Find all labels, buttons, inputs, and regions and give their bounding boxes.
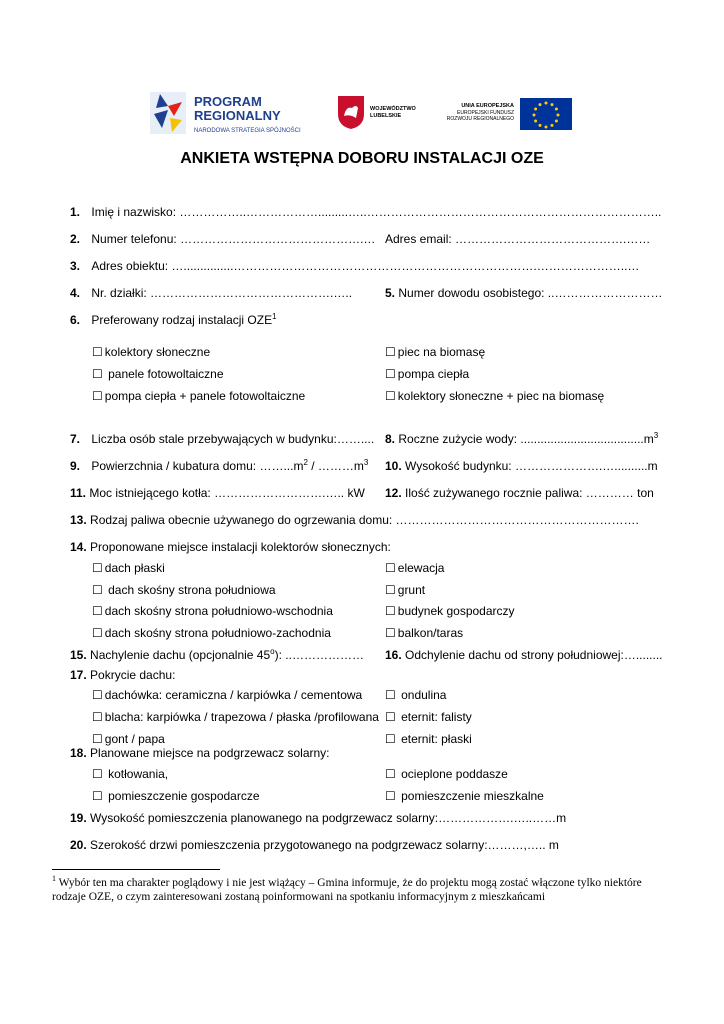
q15-sup: o: [270, 647, 275, 656]
q15-row[interactable]: [70, 648, 364, 662]
option-label: blacha: karpiówka / trapezowa / płaska /profilowana: [104, 710, 379, 724]
checkbox-icon[interactable]: ☐: [385, 367, 396, 381]
checkbox-icon[interactable]: ☐: [385, 789, 396, 803]
option-label: kotłowania,: [104, 767, 169, 781]
q14-option-dach-pd-zachodnia[interactable]: [92, 626, 331, 640]
q17-option-gont[interactable]: [92, 732, 165, 746]
footnote: [52, 876, 672, 904]
q14-option-grunt[interactable]: [385, 583, 425, 597]
q12-text: Ilość zużywanego rocznie paliwa: ………… ton: [405, 486, 654, 500]
q6-option-kolektory-piec[interactable]: [385, 389, 604, 403]
checkbox-icon[interactable]: ☐: [92, 367, 103, 381]
checkbox-icon[interactable]: ☐: [385, 583, 396, 597]
q6-option-kolektory[interactable]: [92, 345, 210, 359]
q17-text: Pokrycie dachu:: [90, 668, 176, 682]
option-label: eternit: falisty: [397, 710, 472, 724]
q18-row: [70, 746, 330, 760]
q10-number: 10.: [385, 459, 402, 473]
q7-text: Liczba osób stale przebywających w budynku:……....: [91, 432, 375, 446]
q8-sup: 3: [653, 431, 659, 440]
option-label: balkon/taras: [397, 626, 464, 640]
q6-number: 6.: [70, 313, 81, 327]
q11-row[interactable]: [70, 486, 365, 500]
option-label: gont / papa: [104, 732, 165, 746]
option-label: dach skośny strona południowa: [104, 583, 276, 597]
q14-option-elewacja[interactable]: [385, 561, 444, 575]
option-label: grunt: [397, 583, 426, 597]
q13-row[interactable]: [70, 513, 639, 527]
q2-email[interactable]: Adres email: …………………………………….……: [385, 232, 651, 246]
q6-option-panele[interactable]: [92, 367, 224, 381]
q4-text: Nr. działki: ……………………………………….…..: [91, 286, 353, 300]
q1-number: 1.: [70, 205, 81, 219]
q14-option-dach-plaski[interactable]: [92, 561, 165, 575]
q20-number: 20.: [70, 838, 87, 852]
q2-row[interactable]: [70, 232, 375, 246]
q14-option-balkon[interactable]: [385, 626, 463, 640]
q8-number: 8.: [385, 432, 396, 446]
option-label: eternit: płaski: [397, 732, 472, 746]
q8-row[interactable]: [385, 432, 658, 446]
option-label: pomieszczenie gospodarcze: [104, 789, 260, 803]
eu-logo: [440, 96, 576, 135]
option-label: kolektory słoneczne: [104, 345, 211, 359]
lubelskie-line2: LUBELSKIE: [370, 113, 402, 119]
q14-text: Proponowane miejsce instalacji kolektorów słonecznych:: [90, 540, 391, 554]
option-label: kolektory słoneczne + piec na biomasę: [397, 389, 605, 403]
q9-sup2: 3: [363, 458, 369, 467]
q1-row[interactable]: [70, 205, 661, 219]
q5-text: Numer dowodu osobistego: ..………………………: [398, 286, 663, 300]
q11-text: Moc istniejącego kotła: ……………………….….. kW: [89, 486, 365, 500]
q17-number: 17.: [70, 668, 87, 682]
q6-option-pompa[interactable]: [385, 367, 469, 381]
checkbox-icon[interactable]: ☐: [92, 345, 103, 359]
q18-number: 18.: [70, 746, 87, 760]
q3-row[interactable]: [70, 259, 639, 273]
q17-option-ondulina[interactable]: [385, 688, 446, 702]
q2-text: Numer telefonu: ……………………………………….…: [91, 232, 376, 246]
q17-option-blacha[interactable]: [92, 710, 379, 724]
program-line3: NARODOWA STRATEGIA SPÓJNOŚCI: [194, 128, 301, 134]
q7-number: 7.: [70, 432, 81, 446]
q3-number: 3.: [70, 259, 81, 273]
checkbox-icon[interactable]: ☐: [92, 604, 103, 618]
footnote-divider: [52, 869, 220, 870]
q15-tail: ): ..………………: [274, 648, 364, 662]
q13-number: 13.: [70, 513, 87, 527]
checkbox-icon[interactable]: ☐: [385, 732, 396, 746]
q1-text: Imię i nazwisko: ……………..……………….........…..………………………………………………………………..: [91, 205, 662, 219]
q12-row[interactable]: [385, 486, 654, 500]
q5-number: 5.: [385, 286, 396, 300]
q9-number: 9.: [70, 459, 81, 473]
option-label: piec na biomasę: [397, 345, 486, 359]
q16-text: Odchylenie dachu od strony południowej:…........: [405, 648, 663, 662]
checkbox-icon[interactable]: ☐: [385, 561, 396, 575]
q18-option-poddasze[interactable]: [385, 767, 508, 781]
footnote-text: Wybór ten ma charakter poglądowy i nie jest wiążący – Gmina informuje, że do projektu mogą zostać włączone tylko niektóre rodzaje OZE, o czym zainteresowani zostaną poinformowani na spotkaniu informacyjnym z mieszkańcami: [52, 877, 642, 903]
eu-line3: ROZWOJU REGIONALNEGO: [446, 116, 514, 122]
eu-line2: EUROPEJSKI FUNDUSZ: [457, 110, 514, 116]
q2-number: 2.: [70, 232, 81, 246]
option-label: pompa ciepła + panele fotowoltaiczne: [104, 389, 306, 403]
option-label: dach skośny strona południowo-zachodnia: [104, 626, 331, 640]
q15-number: 15.: [70, 648, 87, 662]
footnote-number: 1: [52, 874, 56, 884]
program-regionalny-logo: [148, 88, 338, 141]
q6-row: [70, 313, 277, 327]
lubelskie-logo: [334, 94, 424, 133]
option-label: dach skośny strona południowo-wschodnia: [104, 604, 333, 618]
page-title: ANKIETA WSTĘPNA DOBORU INSTALACJI OZE: [180, 150, 544, 167]
q15-text: Nachylenie dachu (opcjonalnie 45: [90, 648, 271, 662]
option-label: pomieszczenie mieszkalne: [397, 789, 544, 803]
checkbox-icon[interactable]: ☐: [92, 626, 103, 640]
option-label: pompa ciepła: [397, 367, 470, 381]
checkbox-icon[interactable]: ☐: [92, 583, 103, 597]
checkbox-icon[interactable]: ☐: [385, 389, 396, 403]
checkbox-icon[interactable]: ☐: [385, 345, 396, 359]
eu-line1: UNIA EUROPEJSKA: [461, 103, 514, 109]
checkbox-icon[interactable]: ☐: [92, 789, 103, 803]
option-label: dach płaski: [104, 561, 165, 575]
q14-option-dach-pd-wschodnia[interactable]: [92, 604, 333, 618]
q6-option-pompa-panele[interactable]: [92, 389, 305, 403]
checkbox-icon[interactable]: ☐: [385, 767, 396, 781]
checkbox-icon[interactable]: ☐: [385, 626, 396, 640]
q9-mid: / ………m: [307, 459, 364, 473]
checkbox-icon[interactable]: ☐: [92, 561, 103, 575]
option-label: ocieplone poddasze: [397, 767, 508, 781]
q12-number: 12.: [385, 486, 402, 500]
q14-number: 14.: [70, 540, 87, 554]
q18-option-mieszkalne[interactable]: [385, 789, 544, 803]
q13-text: Rodzaj paliwa obecnie używanego do ogrzewania domu: …………………………………………………….: [90, 513, 639, 527]
program-line2: REGIONALNY: [194, 108, 281, 123]
option-label: budynek gospodarczy: [397, 604, 515, 618]
q7-row[interactable]: [70, 432, 374, 446]
program-line1: PROGRAM: [194, 94, 262, 109]
q6-option-piec[interactable]: [385, 345, 485, 359]
q6-text: Preferowany rodzaj instalacji OZE: [91, 313, 273, 327]
q19-text: Wysokość pomieszczenia planowanego na podgrzewacz solarny:……………….…..……m: [90, 811, 567, 825]
q14-option-budynek[interactable]: [385, 604, 515, 618]
checkbox-icon[interactable]: ☐: [92, 710, 103, 724]
checkbox-icon[interactable]: ☐: [385, 688, 396, 702]
q17-option-eternit-falisty[interactable]: [385, 710, 472, 724]
q3-text: Adres obiektu: …...............………………………………………………………………….…………………..…: [91, 259, 640, 273]
option-label: dachówka: ceramiczna / karpiówka / cementowa: [104, 688, 363, 702]
q8-text: Roczne zużycie wody: .....................................m: [398, 432, 654, 446]
q10-row[interactable]: [385, 459, 658, 473]
q20-row[interactable]: [70, 838, 559, 852]
q4-number: 4.: [70, 286, 81, 300]
q17-option-dachowka[interactable]: [92, 688, 362, 702]
q9-text: Powierzchnia / kubatura domu: ……...m: [91, 459, 304, 473]
q17-option-eternit-plaski[interactable]: [385, 732, 472, 746]
q16-row[interactable]: [385, 648, 663, 662]
option-label: panele fotowoltaiczne: [104, 367, 224, 381]
option-label: elewacja: [397, 561, 445, 575]
q20-text: Szerokość drzwi pomieszczenia przygotowanego na podgrzewacz solarny:………,….. m: [90, 838, 559, 852]
q18-option-gospodarcze[interactable]: [92, 789, 260, 803]
q4-row[interactable]: [70, 286, 352, 300]
q9-sup1: 2: [303, 458, 308, 467]
q9-row[interactable]: [70, 459, 368, 473]
q6-footnote-ref: 1: [272, 312, 277, 321]
checkbox-icon[interactable]: ☐: [92, 732, 103, 746]
checkbox-icon[interactable]: ☐: [92, 688, 103, 702]
checkbox-icon[interactable]: ☐: [385, 710, 396, 724]
q10-text: Wysokość budynku: ………………….…..........m: [405, 459, 658, 473]
q14-row: [70, 540, 391, 554]
lubelskie-line1: WOJEWÓDZTWO: [370, 106, 416, 112]
q19-row[interactable]: [70, 811, 566, 825]
q17-row: [70, 668, 175, 682]
q11-number: 11.: [70, 486, 87, 500]
q14-option-dach-poludniowa[interactable]: [92, 583, 276, 597]
checkbox-icon[interactable]: ☐: [92, 767, 103, 781]
option-label: ondulina: [397, 688, 447, 702]
q5-row[interactable]: [385, 286, 662, 300]
q18-option-kotlownia[interactable]: [92, 767, 168, 781]
q18-text: Planowane miejsce na podgrzewacz solarny:: [90, 746, 330, 760]
checkbox-icon[interactable]: ☐: [92, 389, 103, 403]
q16-number: 16.: [385, 648, 402, 662]
q19-number: 19.: [70, 811, 87, 825]
checkbox-icon[interactable]: ☐: [385, 604, 396, 618]
